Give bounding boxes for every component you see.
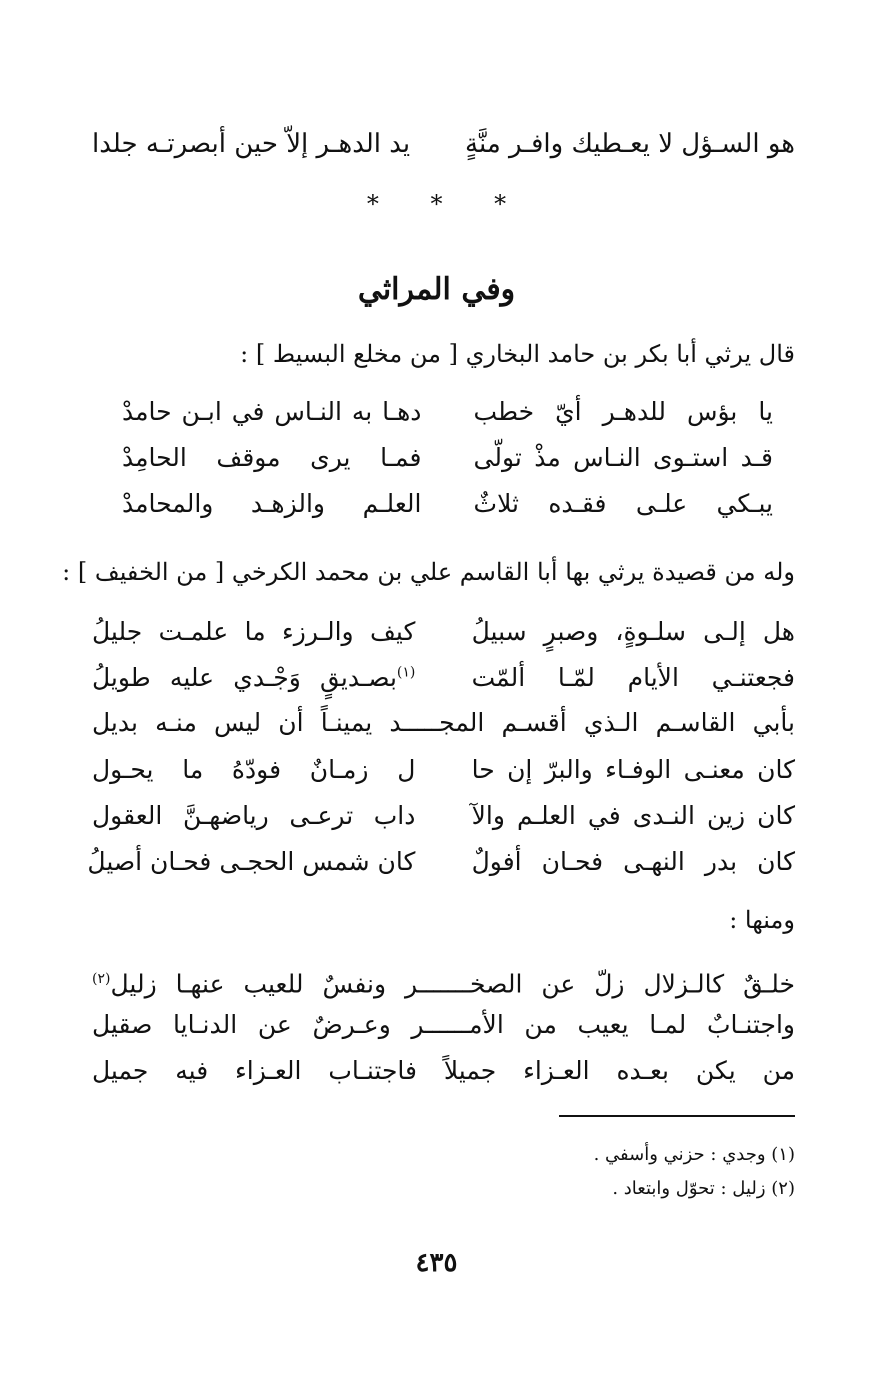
verse	[122, 388, 773, 434]
verse-left-hemistich: دهـا به النـاس في ابـن حامدْ	[122, 396, 422, 426]
verse	[92, 792, 795, 838]
verse	[92, 608, 795, 654]
verse-left-hemistich: العلـم والزهـد والمحامدْ	[122, 488, 422, 518]
opening-verse	[92, 122, 795, 166]
poem2-intro: وله من قصيدة يرثي بها أبا القاسم علي بن محمد الكرخي [ من الخفيف ] :	[62, 558, 795, 586]
verse-right-hemistich: هل إلـى سلـوةٍ، وصبرٍ سبيلُ	[471, 616, 795, 646]
poem2	[87, 608, 795, 884]
poem3	[92, 956, 795, 1094]
section-title: وفي المراثي	[357, 272, 516, 307]
verse	[87, 838, 795, 884]
verse-right-hemistich: يبـكي علـى فقـده ثلاثٌ	[473, 488, 773, 518]
footnote-divider	[559, 1115, 795, 1117]
footnote-marker: (١)	[396, 664, 416, 681]
footnote-1: (١) وجدي : حزني وأسفي .	[593, 1144, 795, 1165]
verse-right-hemistich: كان بدر النهـى فحـان أفولٌ	[471, 846, 795, 876]
verse-text: خلـقٌ كالـزلال زلّ عن الصخـــــــر ونفسٌ للعيب عنهـا زليل	[110, 969, 795, 999]
verse-right-hemistich: كان زين النـدى في العلـم والآ	[471, 800, 795, 830]
verse	[92, 654, 795, 700]
footnote-marker: (٢)	[92, 971, 111, 987]
verse	[92, 746, 795, 792]
page-number: ٤٣٥	[415, 1248, 458, 1278]
verse-right-hemistich: كان معنـى الوفـاء والبرّ إن حا	[471, 754, 795, 784]
verse-left-hemistich: داب ترعـى رياضهـنَّ العقول	[92, 800, 416, 830]
verse-run-on	[92, 956, 795, 1002]
footnotes	[594, 1138, 795, 1206]
poem1	[122, 388, 773, 526]
verse	[122, 480, 773, 526]
verse-run-on: من يكن بعـده العـزاء جميلاً فاجتنـاب العـزاء فيه جميل	[92, 1056, 795, 1085]
opening-verse-left-hemistich: يد الدهـر إلاّ حين أبصرتـه جلدا	[92, 129, 411, 159]
footnote-2: (٢) زليل : تحوّل وابتعاد .	[612, 1178, 795, 1199]
verse	[122, 434, 773, 480]
verse-left-hemistich: ل زمـانٌ فودّهُ ما يحـول	[92, 754, 416, 784]
verse-run-on: بأبي القاسـم الـذي أقسـم المجـــــد يمينـاً أن ليس منـه بديل	[92, 708, 795, 737]
poem1-intro: قال يرثي أبا بكر بن حامد البخاري [ من مخلع البسيط ] :	[240, 340, 795, 368]
poem3-intro: ومنها :	[729, 906, 795, 934]
verse-left-hemistich: فمـا يرى موقف الحامِدْ	[122, 442, 422, 472]
verse-right-hemistich: يا بؤس للدهـر أيّ خطب	[473, 396, 773, 426]
verse-left-hemistich: كان شمس الحجـى فحـان أصيلُ	[87, 846, 416, 876]
verse-right-hemistich: فجعتنـي الأيام لمّـا ألمّت	[471, 662, 795, 692]
opening-verse-right-hemistich: هو السـؤل لا يعـطيك وافـر منَّةٍ	[465, 129, 795, 159]
verse-run-on: واجتنـابٌ لمـا يعيب من الأمــــــر وعـرضٌ عن الدنـايا صقيل	[92, 1010, 795, 1039]
section-separator: * * *	[366, 190, 529, 218]
verse-left-hemistich	[92, 663, 415, 692]
verse-left-text: بصـديقٍ وَجْـدي عليه طويلُ	[92, 662, 397, 692]
verse-right-hemistich: قـد استـوى النـاس مذْ تولّى	[473, 442, 773, 472]
verse-left-hemistich: كيف والـرزء ما علمـت جليلُ	[92, 616, 416, 646]
